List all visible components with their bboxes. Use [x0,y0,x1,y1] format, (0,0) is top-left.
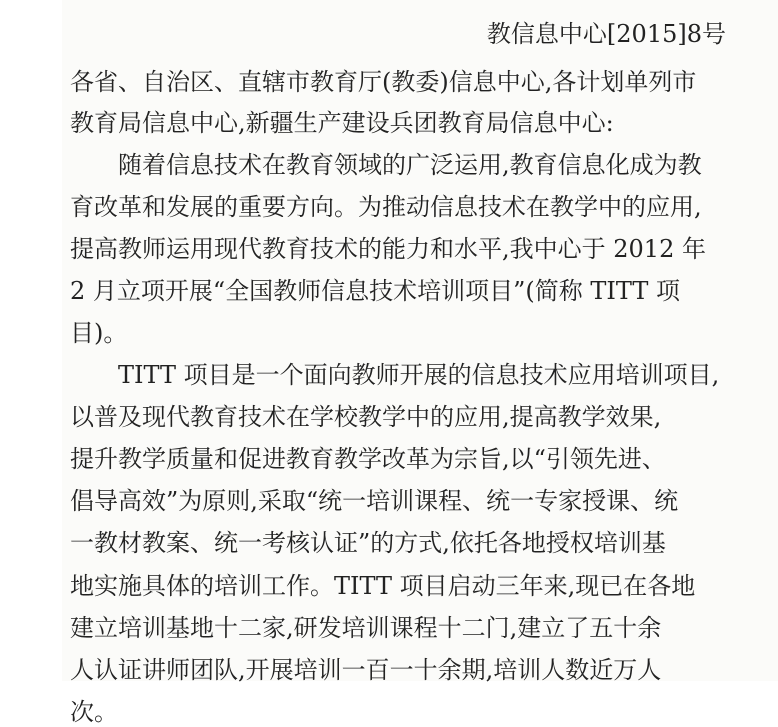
document-number: 教信息中心[2015]8号 [486,20,726,48]
paragraph-2-line-6: 地实施具体的培训工作。TITT 项目启动三年来,现已在各地 [70,572,696,600]
paragraph-2-line-2: 以普及现代教育技术在学校教学中的应用,提高教学效果, [70,403,662,431]
paragraph-2-line-5: 一教材教案、统一考核认证”的方式,依托各地授权培训基 [70,529,666,557]
paragraph-2-line-8: 人认证讲师团队,开展培训一百一十余期,培训人数近万人 [70,656,662,684]
paragraph-1-line-3: 提高教师运用现代教育技术的能力和水平,我中心于 2012 年 [70,235,706,263]
paragraph-1-line-4: 2 月立项开展“全国教师信息技术培训项目”(简称 TITT 项 [70,277,681,305]
paragraph-1-line-2: 育改革和发展的重要方向。为推动信息技术在教学中的应用, [70,193,702,221]
paragraph-2-line-3: 提升教学质量和促进教育教学改革为宗旨,以“引领先进、 [70,445,666,473]
paragraph-2-line-4: 倡导高效”为原则,采取“统一培训课程、统一专家授课、统 [70,487,679,515]
recipient-line-2: 教育局信息中心,新疆生产建设兵团教育局信息中心: [70,109,614,137]
recipient-line-1: 各省、自治区、直辖市教育厅(教委)信息中心,各计划单列市 [70,68,697,96]
paragraph-1-line-1: 随着信息技术在教育领域的广泛运用,教育信息化成为教 [118,151,702,179]
paragraph-2-line-1: TITT 项目是一个面向教师开展的信息技术应用培训项目, [118,361,720,389]
paragraph-2-line-9: 次。 [70,698,118,726]
paragraph-1-line-5: 目)。 [70,319,128,347]
paragraph-2-line-7: 建立培训基地十二家,研发培训课程十二门,建立了五十余 [70,614,662,642]
